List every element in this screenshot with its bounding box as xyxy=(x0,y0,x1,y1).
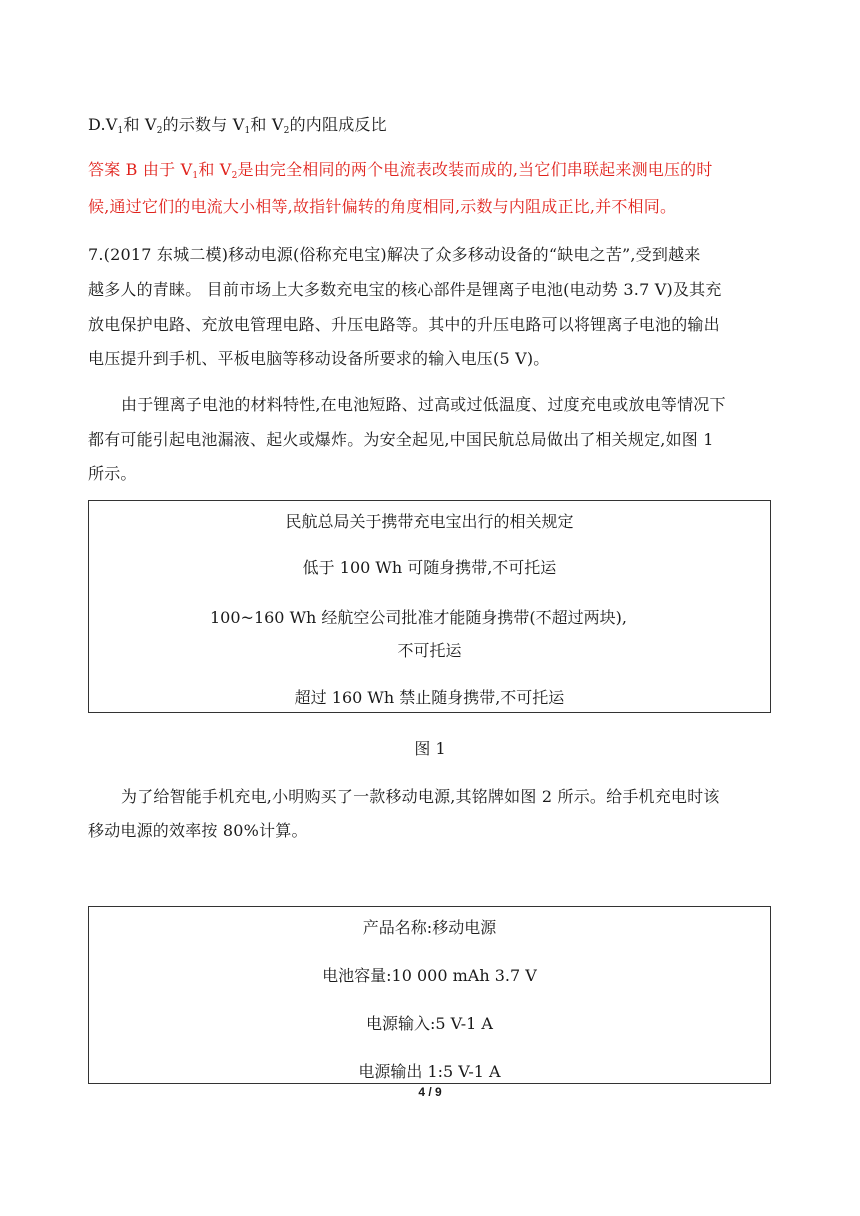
para3-line-2: 移动电源的效率按 80%计算。 xyxy=(88,821,308,840)
para2-line-3: 所示。 xyxy=(88,464,137,483)
regulation-table xyxy=(88,500,771,713)
subscript: 2 xyxy=(156,126,163,136)
option-d xyxy=(88,112,387,136)
nameplate-input: 电源输入:5 V-1 A xyxy=(366,1014,493,1033)
regulation-row-3: 超过 160 Wh 禁止随身携带,不可托运 xyxy=(294,688,565,707)
nameplate-output: 电源输出 1:5 V-1 A xyxy=(358,1062,501,1081)
regulation-row-2: 100~160 Wh 经航空公司批准才能随身携带(不超过两块), xyxy=(210,608,627,627)
option-d-text: 和 V xyxy=(250,115,284,134)
answer-line-1 xyxy=(88,157,713,181)
subscript: 2 xyxy=(283,126,290,136)
nameplate-table xyxy=(88,906,771,1084)
nameplate-capacity: 电池容量:10 000 mAh 3.7 V xyxy=(322,966,537,985)
q7-line-1: 7.(2017 东城二模)移动电源(俗称充电宝)解决了众多移动设备的“缺电之苦”,受到越来 xyxy=(88,245,701,264)
regulation-title: 民航总局关于携带充电宝出行的相关规定 xyxy=(285,512,574,531)
q7-line-3: 放电保护电路、充放电管理电路、升压电路等。其中的升压电路可以将锂离子电池的输出 xyxy=(88,315,720,334)
nameplate-product-name: 产品名称:移动电源 xyxy=(362,918,497,937)
subscript: 1 xyxy=(244,126,251,136)
para2-line-2: 都有可能引起电池漏液、起火或爆炸。为安全起见,中国民航总局做出了相关规定,如图 1 xyxy=(88,430,714,449)
q7-line-2: 越多人的青睐。 目前市场上大多数充电宝的核心部件是锂离子电池(电动势 3.7 V)及其充 xyxy=(88,280,722,299)
subscript: 2 xyxy=(231,171,238,181)
regulation-row-1: 低于 100 Wh 可随身携带,不可托运 xyxy=(302,558,557,577)
q7-line-4: 电压提升到手机、平板电脑等移动设备所要求的输入电压(5 V)。 xyxy=(88,349,550,368)
para2-line-1: 由于锂离子电池的材料特性,在电池短路、过高或过低温度、过度充电或放电等情况下 xyxy=(121,395,726,414)
para3-line-1: 为了给智能手机充电,小明购买了一款移动电源,其铭牌如图 2 所示。给手机充电时该 xyxy=(121,787,720,806)
answer-line-2: 候,通过它们的电流大小相等,故指针偏转的角度相同,示数与内阻成正比,并不相同。 xyxy=(88,197,677,216)
answer-text: 和 V xyxy=(198,160,232,179)
option-d-text: 的内阻成反比 xyxy=(289,115,387,134)
figure-1-caption: 图 1 xyxy=(414,739,446,758)
subscript: 1 xyxy=(117,126,124,136)
option-d-text: 和 V xyxy=(123,115,157,134)
option-d-text: 的示数与 V xyxy=(162,115,245,134)
subscript: 1 xyxy=(192,171,199,181)
answer-text: 是由完全相同的两个电流表改装而成的,当它们串联起来测电压的时 xyxy=(237,160,713,179)
option-d-text: D.V xyxy=(88,115,118,134)
answer-text: 答案 B 由于 V xyxy=(88,160,193,179)
regulation-row-2-cont: 不可托运 xyxy=(397,641,462,660)
page-number: 4 / 9 xyxy=(418,1085,442,1099)
